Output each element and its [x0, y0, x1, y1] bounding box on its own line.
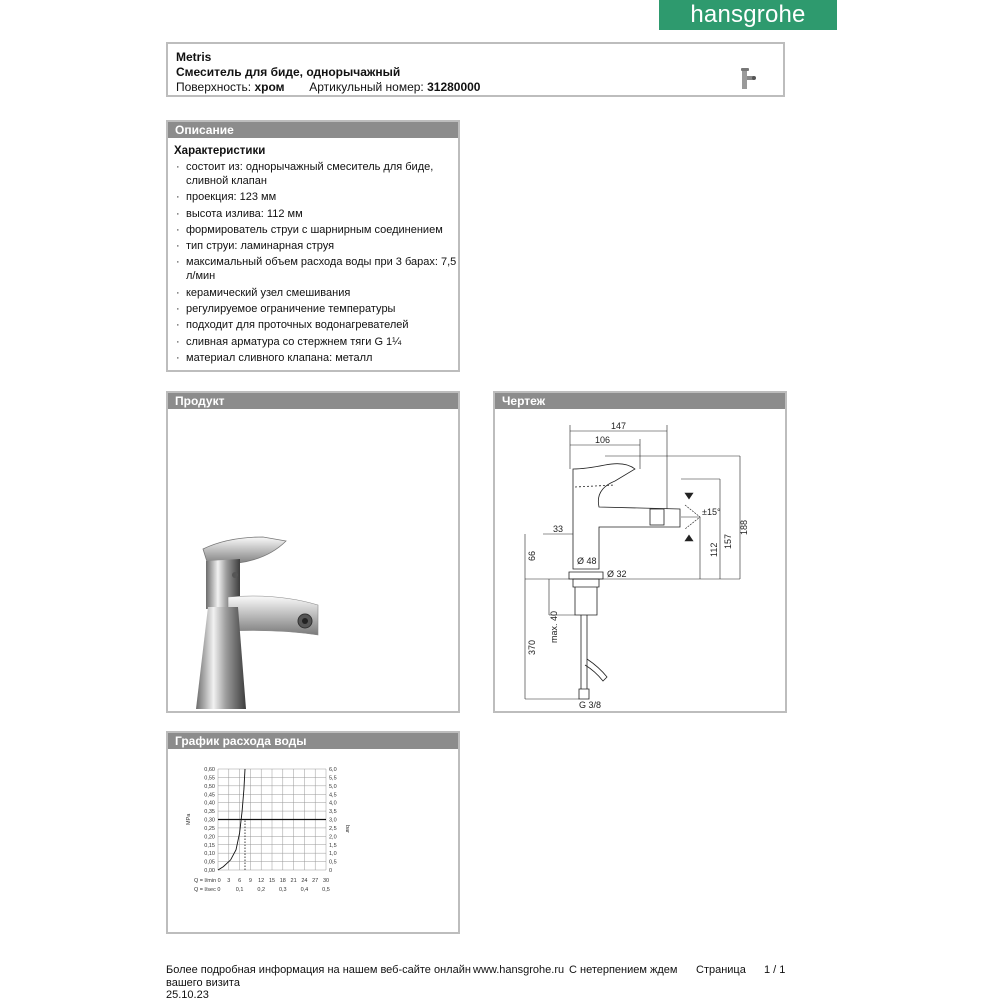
x1-tick-label: 18 — [279, 878, 286, 884]
dim-48: Ø 48 — [577, 556, 597, 566]
y-right-tick-label: 4,0 — [329, 800, 337, 807]
y-left-tick-label: 0,40 — [204, 800, 215, 807]
flow-chart-panel — [166, 731, 460, 934]
flow-chart-title: График расхода воды — [168, 733, 458, 749]
article-label: Артикульный номер: — [309, 80, 424, 94]
x2-tick-label: 0,2 — [257, 887, 266, 893]
y-right-tick-label: 2,5 — [329, 825, 337, 832]
product-meta — [176, 80, 480, 94]
y-left-tick-label: 0,25 — [204, 825, 215, 832]
list-item: · проекция: 123 мм — [174, 190, 458, 204]
y-right-tick-label: 0,5 — [329, 859, 337, 866]
dim-157: 157 — [723, 533, 733, 549]
y-right-tick-label: 4,5 — [329, 792, 337, 799]
footer-date: 25.10.23 — [166, 989, 209, 1001]
x1-tick-label: 9 — [248, 878, 252, 884]
y-right-tick-label: 6,0 — [329, 767, 337, 773]
dim-112: 112 — [709, 542, 719, 557]
y-right-axis-label: bar — [344, 825, 350, 833]
drawing-panel-title: Чертеж — [495, 393, 785, 409]
y-right-tick-label: 1,0 — [329, 851, 337, 858]
dim-66: 66 — [527, 550, 537, 561]
y-right-tick-label: 2,0 — [329, 834, 337, 841]
y-left-tick-label: 0,20 — [204, 834, 215, 841]
dim-106: 106 — [595, 435, 611, 445]
list-item: · регулируемое ограничение температуры — [174, 302, 458, 316]
dim-147: 147 — [611, 421, 627, 431]
list-item: · сливная арматура со стержнем тяги G 1¼ — [174, 335, 458, 349]
dim-max40: max. 40 — [549, 610, 559, 643]
dim-370: 370 — [527, 639, 537, 655]
y-right-tick-label: 3,5 — [329, 809, 337, 816]
product-type: Смеситель для биде, однорычажный — [176, 65, 401, 79]
x2-tick-label: 0,1 — [235, 887, 244, 893]
product-image — [168, 409, 458, 711]
technical-drawing — [495, 409, 785, 711]
y-left-tick-label: 0,50 — [204, 783, 215, 790]
y-left-tick-label: 0,30 — [204, 817, 215, 824]
x1-tick-label: 3 — [227, 878, 231, 884]
y-left-tick-label: 0,55 — [204, 775, 215, 782]
footer-info-text: Более подробная информация на нашем веб-сайте онлайн — [166, 964, 471, 976]
list-item: · состоит из: однорычажный смеситель для биде, сливной клапан — [174, 160, 458, 188]
surface-value: хром — [254, 80, 285, 94]
x1-tick-label: 21 — [290, 878, 297, 884]
y-right-tick-label: 3,0 — [329, 817, 337, 824]
dim-thread: G 3/8 — [579, 700, 602, 710]
product-panel-title: Продукт — [168, 393, 458, 409]
x1-tick-label: 30 — [322, 878, 330, 884]
dim-32: Ø 32 — [607, 569, 627, 579]
y-right-tick-label: 5,0 — [329, 783, 337, 790]
x1-axis-label: Q = l/min 0 — [194, 878, 221, 884]
product-panel — [166, 391, 460, 713]
y-right-tick-label: 0 — [329, 868, 333, 874]
x1-tick-label: 12 — [258, 878, 265, 884]
x1-tick-label: 15 — [268, 878, 276, 884]
list-item: · формирователь струи с шарнирным соединением — [174, 223, 458, 237]
list-item: · керамический узел смешивания — [174, 286, 458, 300]
footer-page-value: 1 / 1 — [764, 964, 786, 976]
description-panel — [166, 120, 460, 372]
characteristics-heading: Характеристики — [174, 145, 266, 157]
y-left-axis-label: MPa — [186, 813, 192, 825]
y-left-tick-label: 0,10 — [204, 851, 215, 858]
y-left-tick-label: 0,35 — [204, 809, 215, 816]
x2-tick-label: 0,5 — [322, 887, 330, 893]
product-header — [166, 42, 785, 97]
x1-tick-label: 24 — [301, 878, 308, 884]
footer-welcome-line2: вашего визита — [166, 977, 240, 989]
y-right-tick-label: 5,5 — [329, 775, 337, 782]
list-item: · высота излива: 112 мм — [174, 207, 458, 221]
list-item: · подходит для проточных водонагревателей — [174, 318, 458, 332]
description-panel-title: Описание — [168, 122, 458, 138]
footer-welcome-line1: С нетерпением ждем — [569, 964, 678, 976]
footer-page-label: Страница — [696, 964, 746, 976]
list-item: · материал сливного клапана: металл — [174, 351, 458, 365]
y-left-tick-label: 0,60 — [204, 767, 215, 773]
brand-logo: hansgrohe — [659, 0, 837, 30]
y-right-tick-label: 1,5 — [329, 842, 337, 849]
faucet-thumbnail-icon — [738, 66, 758, 92]
x1-tick-label: 27 — [312, 878, 319, 884]
y-left-tick-label: 0,05 — [204, 859, 215, 866]
product-name: Metris — [176, 50, 212, 64]
article-value: 31280000 — [427, 80, 481, 94]
y-left-tick-label: 0,15 — [204, 842, 215, 849]
dim-33: 33 — [553, 524, 564, 534]
dim-188: 188 — [739, 519, 749, 535]
surface-label: Поверхность: — [176, 80, 252, 94]
drawing-panel — [493, 391, 787, 713]
list-item: · максимальный объем расхода воды при 3 барах: 7,5 л/мин — [174, 255, 458, 283]
list-item: · тип струи: ламинарная струя — [174, 239, 458, 253]
x2-axis-label: Q = l/sec 0 — [194, 887, 221, 893]
dim-angle: ±15° — [702, 507, 721, 517]
y-left-tick-label: 0,00 — [204, 868, 215, 874]
characteristics-list — [174, 160, 458, 365]
footer-url-link[interactable]: www.hansgrohe.ru — [473, 964, 565, 976]
flow-chart — [168, 749, 458, 932]
y-left-tick-label: 0,45 — [204, 792, 215, 799]
x1-tick-label: 6 — [238, 878, 242, 884]
x2-tick-label: 0,3 — [278, 887, 287, 893]
x2-tick-label: 0,4 — [300, 887, 309, 893]
